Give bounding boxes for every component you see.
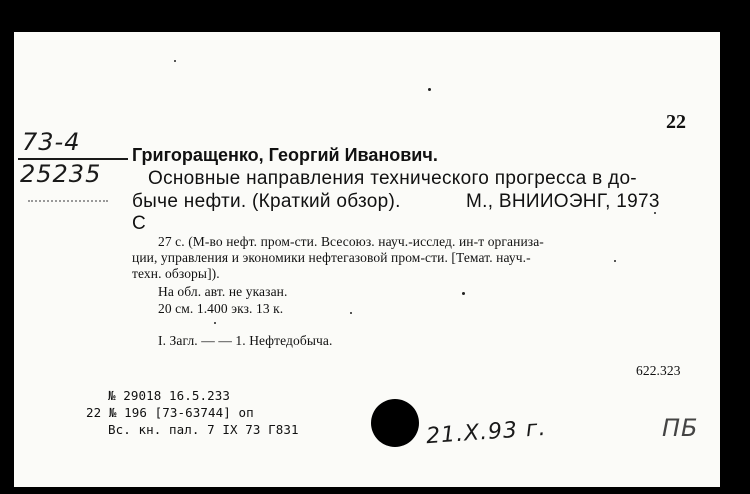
classification-number: 622.323 bbox=[636, 363, 681, 378]
page-number: 22 bbox=[666, 111, 686, 133]
letter-c: С bbox=[132, 213, 147, 234]
registration-line-2: 22 № 196 [73-63744] оп bbox=[86, 405, 254, 420]
subject-tracings: I. Загл. — — 1. Нефтедобыча. bbox=[158, 333, 333, 348]
dust-speck bbox=[614, 260, 616, 262]
registration-line-1: № 29018 16.5.233 bbox=[108, 388, 231, 403]
punch-hole bbox=[371, 399, 419, 447]
handwritten-initials: ПБ bbox=[662, 414, 699, 442]
registration-line-3: Вс. кн. пал. 7 IX 73 Г831 bbox=[108, 422, 299, 437]
catalog-card bbox=[14, 32, 720, 487]
title-line-2: быче нефти. (Краткий обзор). bbox=[132, 191, 401, 212]
dust-speck bbox=[462, 292, 465, 295]
dust-speck bbox=[654, 212, 656, 214]
note-author: На обл. авт. не указан. bbox=[158, 284, 288, 299]
dust-speck bbox=[174, 60, 176, 62]
description-line-1: 27 с. (М-во нефт. пром-сти. Всесоюз. науч.-исслед. ин-т организа- bbox=[158, 234, 544, 249]
dust-speck bbox=[214, 322, 216, 324]
shelf-mark-top: 73-4 bbox=[22, 128, 81, 156]
description-line-2: ции, управления и экономики нефтегазовой пром-сти. [Темат. науч.- bbox=[132, 250, 531, 265]
dust-speck bbox=[350, 312, 352, 314]
faint-scribble bbox=[28, 200, 108, 214]
shelf-mark-bottom: 25235 bbox=[20, 160, 102, 188]
description-line-3: техн. обзоры]). bbox=[132, 266, 220, 281]
author-heading: Григоращенко, Георгий Иванович. bbox=[132, 145, 438, 165]
note-size: 20 см. 1.400 экз. 13 к. bbox=[158, 301, 284, 316]
handwritten-date: 21.X.93 г. bbox=[425, 415, 548, 450]
imprint: М., ВНИИОЭНГ, 1973 bbox=[466, 191, 660, 212]
title-line-1: Основные направления технического прогресса в до- bbox=[148, 168, 637, 189]
dust-speck bbox=[428, 88, 431, 91]
